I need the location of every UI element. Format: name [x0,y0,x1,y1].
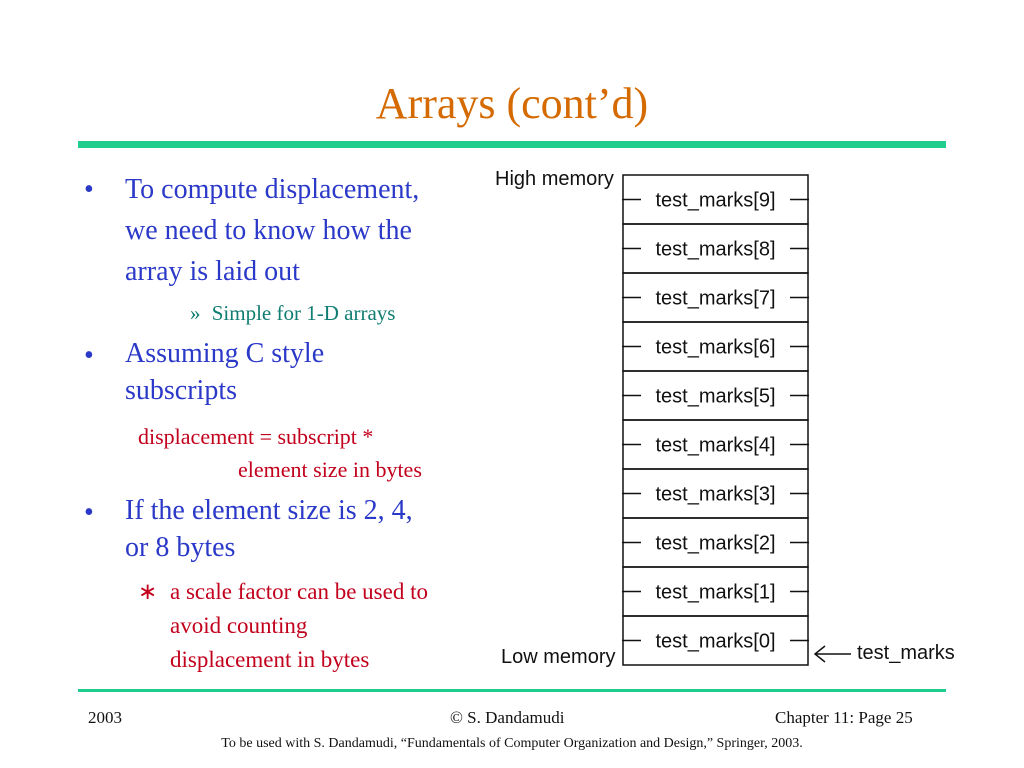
bottom-divider [78,689,946,692]
low-memory-label: Low memory [501,646,616,668]
pointer-label: test_marks [857,642,955,664]
bullet-1-line-2: we need to know how the [125,215,412,246]
bullet-2-line-1: Assuming C style [125,338,325,369]
memory-cell [622,371,809,420]
sub-item [190,296,395,330]
sub-item-text: Simple for 1-D arrays [211,301,396,325]
memory-cell-label: test_marks[2] [655,532,776,555]
memory-cell-label: test_marks[1] [655,581,776,604]
bullet-2-line-2: subscripts [125,375,237,406]
high-memory-label: High memory [495,168,614,190]
bullet-3-line-2: or 8 bytes [125,532,236,563]
memory-cell [622,175,809,224]
bullet-1-line-1: To compute displacement, [125,174,420,205]
memory-cell-label: test_marks[9] [655,189,776,212]
footer-page: Chapter 11: Page 25 [775,708,913,727]
bullet-marker: • [84,497,94,528]
memory-cell [622,567,809,616]
formula-line-1: displacement = subscript * [138,424,374,449]
footer-credit: To be used with S. Dandamudi, “Fundamentals of Computer Organization and Design,” Springer, 2003. [221,736,803,751]
memory-cell-label: test_marks[8] [655,238,776,261]
memory-cell [622,224,809,273]
star-item-line-1: a scale factor can be used to [170,579,428,604]
bullet-3-line-1: If the element size is 2, 4, [125,495,413,526]
memory-cell-label: test_marks[0] [655,630,776,653]
star-item-line-3: displacement in bytes [170,647,370,672]
bullet-marker: • [84,174,94,205]
memory-cell-label: test_marks[6] [655,336,776,359]
left-arrow-icon [815,646,851,662]
memory-cell [622,420,809,469]
memory-diagram [495,160,955,680]
bullet-marker: • [84,340,94,371]
footer-year: 2003 [88,708,122,727]
memory-cell [622,273,809,322]
slide-title: Arrays (cont’d) [375,79,649,128]
footer-author: © S. Dandamudi [450,708,565,727]
memory-cell [622,616,809,665]
sub-item-marker: » [190,301,201,325]
bullet-1-line-3: array is laid out [125,256,300,287]
memory-cell [622,322,809,371]
memory-cells [495,160,955,680]
top-divider [78,141,946,148]
memory-cell-label: test_marks[3] [655,483,776,506]
star-marker: ∗ [138,579,158,604]
star-item-line-2: avoid counting [170,613,308,638]
formula-line-2: element size in bytes [238,457,422,482]
memory-cell-label: test_marks[4] [655,434,776,457]
memory-cell [622,518,809,567]
memory-cell [622,469,809,518]
memory-cell-label: test_marks[5] [655,385,776,408]
memory-cell-label: test_marks[7] [655,287,776,310]
